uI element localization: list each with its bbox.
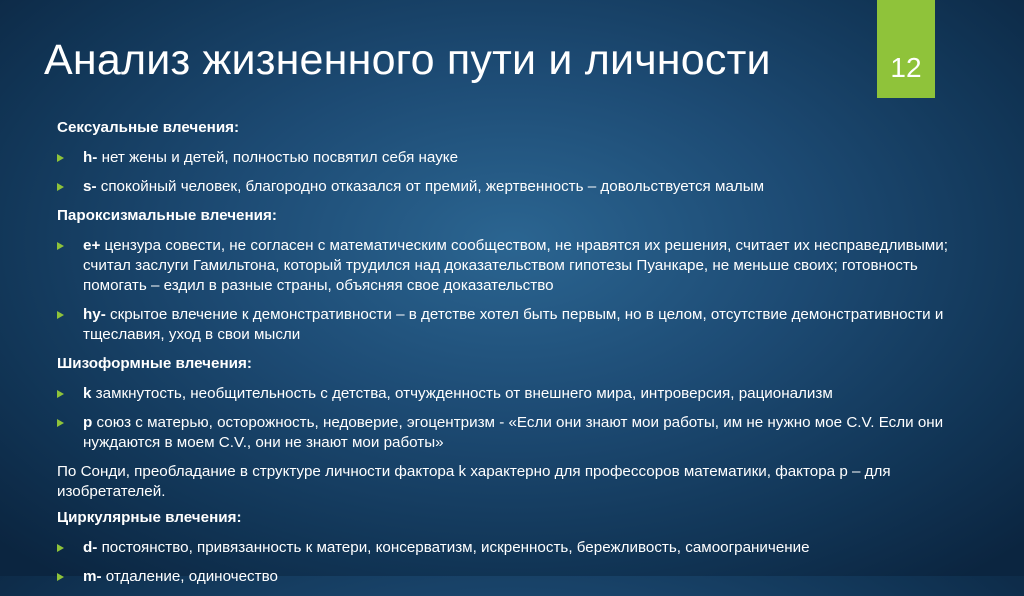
bullet-item-hy bbox=[57, 305, 957, 345]
triangle-bullet-icon bbox=[57, 544, 64, 552]
slide-number: 12 bbox=[890, 52, 922, 83]
bullet-item-k bbox=[57, 384, 957, 404]
section-heading-circular: Циркулярные влечения: bbox=[57, 509, 242, 526]
section-heading-schizoform: Шизоформные влечения: bbox=[57, 355, 252, 372]
factor-key: s- bbox=[83, 178, 97, 195]
factor-text: союз с матерью, осторожность, недоверие, эгоцентризм - «Если они знают мои работы, им не нужно мое C.V. Если они нуждаются в моем C.V., они не знают мои работы» bbox=[83, 414, 944, 451]
bullet-item-h bbox=[57, 148, 957, 168]
triangle-bullet-icon bbox=[57, 390, 64, 398]
factor-key: p bbox=[83, 414, 93, 431]
bullet-item-s bbox=[57, 177, 957, 197]
factor-text: постоянство, привязанность к матери, консерватизм, искренность, бережливость, самоограничение bbox=[97, 539, 810, 556]
slide-content bbox=[57, 118, 957, 596]
factor-key: h- bbox=[83, 149, 98, 166]
factor-text: отдаление, одиночество bbox=[101, 568, 278, 585]
section-heading-sexual: Сексуальные влечения: bbox=[57, 119, 240, 136]
factor-key: k bbox=[83, 385, 92, 402]
factor-key: m- bbox=[83, 568, 102, 585]
triangle-bullet-icon bbox=[57, 573, 64, 581]
factor-key: e+ bbox=[83, 237, 101, 254]
bullet-item-d bbox=[57, 538, 957, 558]
factor-text: цензура совести, не согласен с математическим сообществом, не нравятся их решения, считает их несправедливыми; считал заслуги Гамильтона, который трудился над доказательством гипотезы Пуанкаре, не меньше своих; готовность помогать – ездил в разные страны, объясняя свое доказательство bbox=[83, 237, 948, 294]
section-heading-paroxysmal: Пароксизмальные влечения: bbox=[57, 207, 277, 224]
factor-text: скрытое влечение к демонстративности – в детстве хотел быть первым, но в целом, отсутствие демонстративности и тщеславия, уход в свои мысли bbox=[83, 306, 944, 343]
triangle-bullet-icon bbox=[57, 183, 64, 191]
bullet-item-e bbox=[57, 236, 957, 296]
bullet-item-m bbox=[57, 567, 957, 587]
factor-key: hy- bbox=[83, 306, 106, 323]
slide-number-box bbox=[877, 0, 935, 98]
triangle-bullet-icon bbox=[57, 311, 64, 319]
factor-text: замкнутость, необщительность с детства, отчужденность от внешнего мира, интроверсия, рационализм bbox=[91, 385, 833, 402]
slide-title: Анализ жизненного пути и личности bbox=[44, 36, 771, 84]
bullet-item-p bbox=[57, 413, 957, 453]
factor-text: спокойный человек, благородно отказался от премий, жертвенность – довольствуется малым bbox=[96, 178, 765, 195]
triangle-bullet-icon bbox=[57, 154, 64, 162]
triangle-bullet-icon bbox=[57, 419, 64, 427]
factor-text: нет жены и детей, полностью посвятил себя науке bbox=[97, 149, 459, 166]
triangle-bullet-icon bbox=[57, 242, 64, 250]
szondi-note: По Сонди, преобладание в структуре личности фактора k характерно для профессоров математики, фактора p – для изобретателей. bbox=[57, 463, 891, 500]
factor-key: d- bbox=[83, 539, 98, 556]
